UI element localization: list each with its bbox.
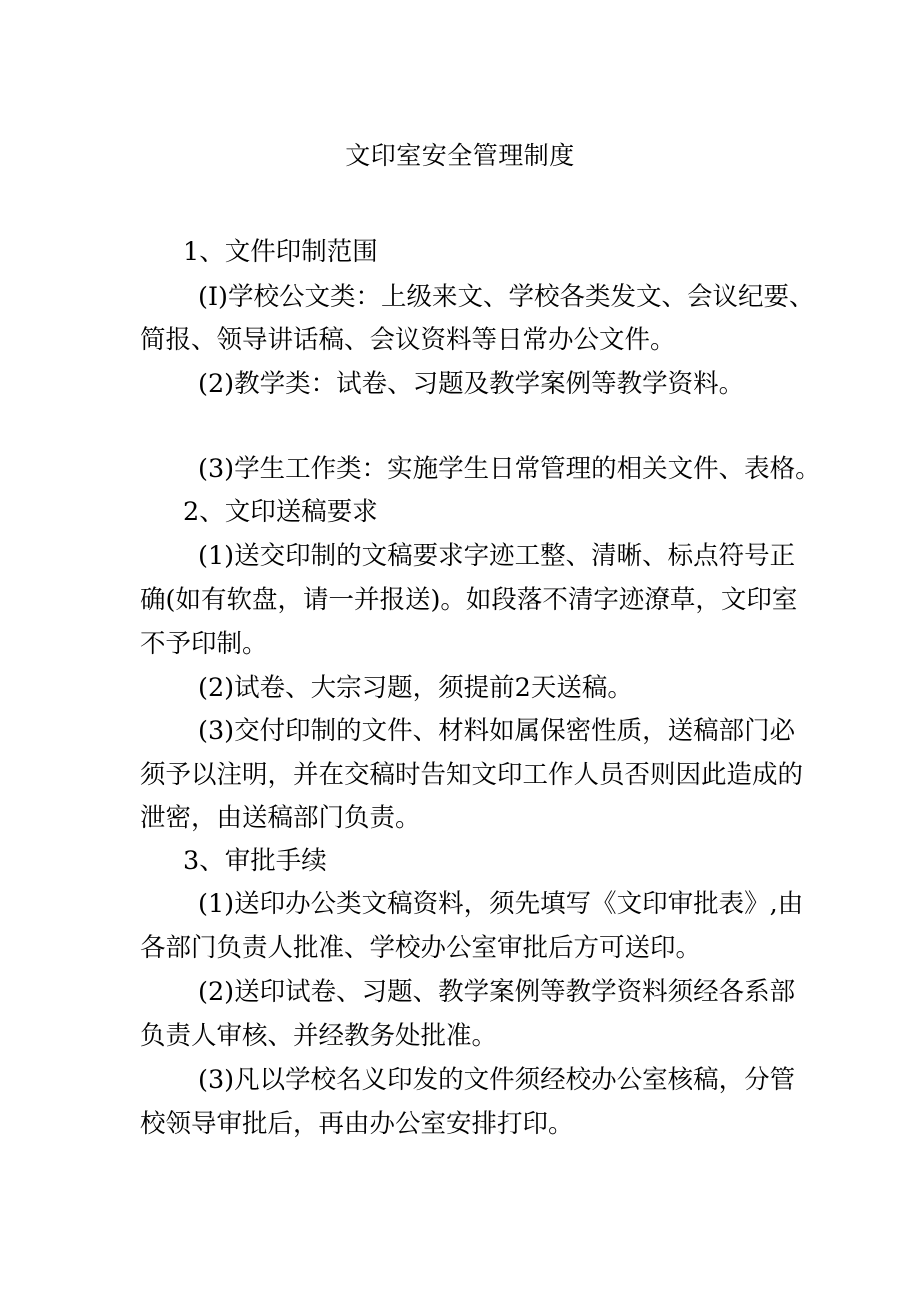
paragraph-line: 不予印制。 — [140, 629, 268, 659]
paragraph-line: (3)学生工作类：实施学生日常管理的相关文件、表格。 — [198, 454, 821, 484]
paragraph-line: (2)教学类：试卷、习题及教学案例等教学资料。 — [198, 369, 745, 399]
paragraph-line: 泄密，由送稿部门负责。 — [140, 803, 421, 833]
paragraph-line: (2)送印试卷、习题、教学案例等教学资料须经各系部 — [198, 977, 796, 1007]
paragraph-line: 各部门负责人批准、学校办公室审批后方可送印。 — [140, 933, 702, 963]
paragraph-line: (3)交付印制的文件、材料如属保密性质，送稿部门必 — [198, 716, 796, 746]
paragraph-line: (1)送交印制的文稿要求字迹工整、清晰、标点符号正 — [198, 541, 796, 571]
paragraph-line: 简报、领导讲话稿、会议资料等日常办公文件。 — [140, 325, 676, 355]
section-2-heading: 2、文印送稿要求 — [183, 497, 378, 527]
section-1-heading: 1、文件印制范围 — [183, 237, 378, 267]
document-title: 文印室安全管理制度 — [345, 141, 575, 170]
paragraph-line: (2)试卷、大宗习题，须提前2天送稿。 — [198, 673, 633, 703]
paragraph-line: 确(如有软盘，请一并报送)。如段落不清字迹潦草，文印室 — [140, 585, 798, 615]
paragraph-line: 负责人审核、并经教务处批准。 — [140, 1021, 498, 1051]
paragraph-line: (1)送印办公类文稿资料，须先填写《文印审批表》,由 — [198, 889, 804, 919]
paragraph-line: 校领导审批后，再由办公室安排打印。 — [140, 1109, 574, 1139]
paragraph-line: (3)凡以学校名义印发的文件须经校办公室核稿，分管 — [198, 1065, 796, 1095]
section-3-heading: 3、审批手续 — [183, 846, 327, 876]
paragraph-line: (I)学校公文类：上级来文、学校各类发文、会议纪要、 — [198, 282, 815, 312]
paragraph-line: 须予以注明，并在交稿时告知文印工作人员否则因此造成的 — [140, 760, 804, 790]
